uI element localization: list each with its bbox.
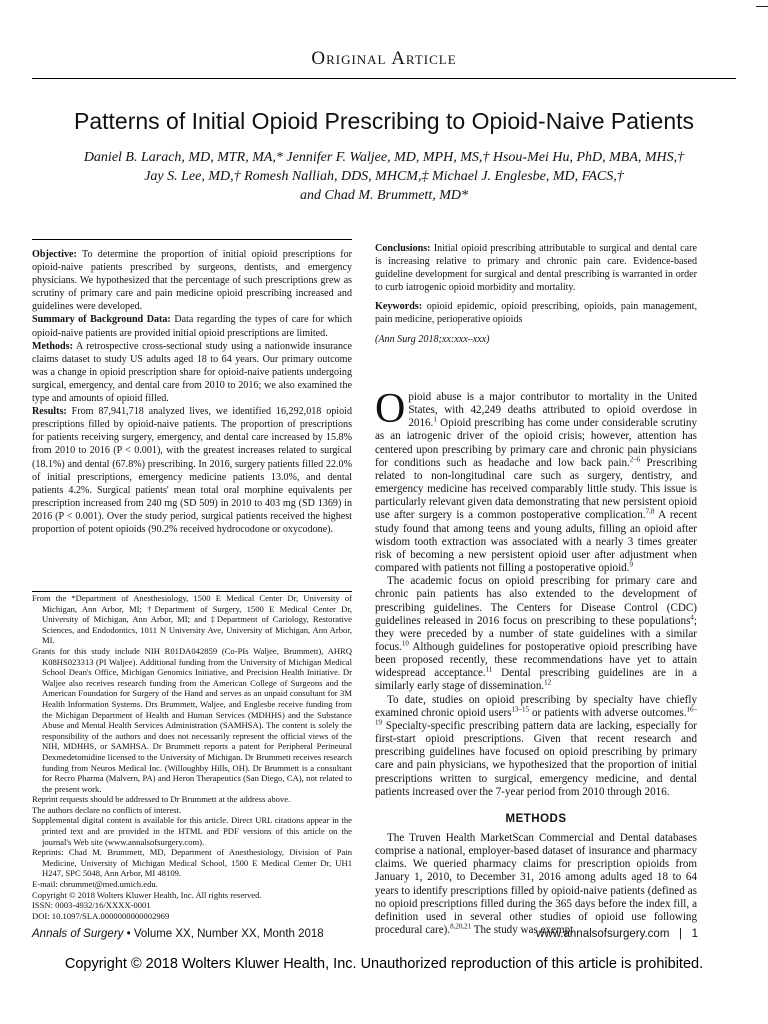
- abstract-left: [32, 248, 352, 536]
- objective-text: To determine the proportion of initial opioid prescriptions for opioid-naive patients prescribed by surgeons, dentists, and emergency physicians. We hypothesized that the percentage of such prescriptions grew as scrutiny of primary care and pain medicine opioid prescribing increased and guidelines were developed.: [32, 249, 353, 313]
- footnote: Grants for this study include NIH R01DA042859 (Co-PIs Waljee, Brummett), AHRQ K08HS023313 (PI Waljee). Additional funding from the University of Michigan Medical School Dean's Office, Michigan Genomics Initiative, and Precision Health Initiative. Dr Waljee also receives research funding from the American College of Surgeons and the American Foundation for Surgery of the Hand and serves as an unpaid consultant for 3M Health Information Systems. Drs Brummett, Waljee, and Englesbe receive funding from the Michigan Department of Health and Human Services (MDHHS) and the Substance Abuse and Mental Health Services Administration (SAMHSA). The content is solely the responsibility of the authors and does not necessarily represent the official views of the NIH, MDHHS, or SAMHSA. Dr Brummett reports a patent for Peripheral Perineural Dexmedetomidine licensed to the University of Michigan. Dr Brummett receives research funding from Neuros Medical Inc. (Willoughby Hills, OH). Dr Brummett is a consultant for Recro Pharma (Malvern, PA) and Heron Therapeutics (San Diego, CA), not related to the present work.: [32, 645, 352, 794]
- background-text: Data regarding the types of care for which opioid-naive patients are provided initial opioid prescriptions are limited.: [32, 314, 353, 339]
- footnote: Reprints: Chad M. Brummett, MD, Department of Anesthesiology, Division of Pain Medicine, University of Michigan Medical School, 1500 E Medical Center Dr, UH1 H247, SPC 5048, Ann Arbor, MI 48109.: [32, 847, 352, 879]
- footnote: From the *Department of Anesthesiology, 1500 E Medical Center Dr, University of Michigan, Ann Arbor, MI; †Department of Surgery, 1500 E Medical Center Dr, University of Michigan, Ann Arbor, MI; and ‡Department of Cariology, Restorative Sciences, and Endodontics, 1011 N University Ave, University of Michigan, Ann Arbor, MI.: [32, 593, 352, 646]
- header-rule: [32, 78, 736, 79]
- section-label: Original Article: [311, 48, 457, 69]
- abstract-keywords: [375, 300, 697, 326]
- authors-line: Daniel B. Larach, MD, MTR, MA,* Jennifer F. Waljee, MD, MPH, MS,† Hsou-Mei Hu, PhD, MBA, MHS,†: [83, 150, 685, 165]
- footnote: Reprint requests should be addressed to Dr Brummett at the address above.: [32, 794, 291, 805]
- body-text: The Truven Health MarketScan Commercial and Dental databases comprise a national, employer-based dataset of insurance and pharmacy claims. We queried pharmacy claims for prescription opioids from January 1, 2010, to December 31, 2016 among adults aged 18 to 64 years to identify prescriptions filled by opioid-naive patients (defined as no opioid prescriptions filled during the 365 days before the index fill, a definition used in several other studies of opioid use following procedural care).: [375, 832, 697, 937]
- abstract-rule: [32, 239, 352, 240]
- reference[interactable]: 8,20,21: [450, 922, 472, 931]
- methods-heading: METHODS: [505, 812, 567, 825]
- conclusions-label: Conclusions:: [375, 243, 431, 254]
- footnotes: [32, 593, 352, 921]
- abstract-objective: [32, 248, 352, 313]
- reference[interactable]: 13–15: [511, 705, 529, 714]
- background-label: Summary of Background Data:: [32, 314, 171, 326]
- keywords-label: Keywords:: [375, 301, 423, 313]
- footnote-rule: [32, 591, 352, 592]
- authors-line: and Chad M. Brummett, MD*: [300, 188, 468, 203]
- body-paragraph: [375, 694, 697, 799]
- article-title: Patterns of Initial Opioid Prescribing to Opioid-Naive Patients: [73, 108, 695, 134]
- body-text: Opioid prescribing has come under considerable scrutiny as an iatrogenic driver of the opioid crisis; however, attention has centered upon prescribing by primary care and chronic pain physicians for conditions such as headache and low back pain.: [375, 417, 697, 469]
- body-text: or patients with adverse outcomes.: [528, 706, 687, 719]
- reference[interactable]: 16–19: [375, 705, 697, 727]
- body-paragraph: [375, 386, 697, 575]
- abstract-background: [32, 313, 352, 339]
- body-text: A recent study found that among teens and young adults, filling an opioid after wisdom tooth extraction was associated with a nearly 3 times greater risk of becoming a new persistent opioid user after adjustment when compared with patients not filling a postoperative opioid.: [375, 509, 697, 575]
- body-text: The academic focus on opioid prescribing for primary care and chronic pain patients has also extended to the development of prescribing guidelines. The Centers for Disease Control (CDC) guidelines released in 2016 focus on prescribing to these populations: [375, 575, 697, 627]
- conclusions-text: Initial opioid prescribing attributable to surgical and dental care is increasing relative to primary and chronic pain care. Evidence-based guideline development for surgical and dental prescribing is warranted in order to curb iatrogenic opioid morbidity and mortality.: [375, 243, 697, 294]
- reference[interactable]: 9: [629, 560, 633, 569]
- body-paragraph: [375, 832, 697, 937]
- citation: (Ann Surg 2018;xx:xxx–xxx): [375, 333, 490, 345]
- abstract-right: [375, 242, 697, 352]
- reference[interactable]: 4: [690, 612, 694, 621]
- keywords-text: opioid epidemic, opioid prescribing, opioids, pain management, pain medicine, perioperative opioids: [375, 301, 697, 326]
- methods-label: Methods:: [32, 340, 73, 352]
- body-text: The study was exempt: [471, 924, 574, 937]
- body-text: Specialty-specific prescribing pattern data are lacking, especially for first-start opioid prescriptions. Given that recent research and prescribing guidelines have focused on opioid prescribing by primary care and pain physicians, we hypothesized that the proportion of initial prescriptions written to surgical, emergency medicine, and dental patients increased over the 7-year period from 2010 through 2016.: [375, 719, 697, 798]
- results-text: From 87,941,718 analyzed lives, we identified 16,292,018 opioid prescriptions filled by opioid-naive patients. The proportion of prescriptions for patients receiving surgery, emergency, and dental care increased by 15.8% from 2010 to 2016 (P < 0.001), with the greatest increases related to surgical (18.1%) and dental (67.8%) prescribing. In 2016, surgery patients filled 22.0% of initial prescriptions, emergency medicine patients 13.0%, and dental patients 4.2%. Surgical patients' mean total oral morphine equivalents per prescription increased from 240 mg (SD 509) in 2010 to 403 mg (SD 1369) in 2016 (P < 0.001). Over the study period, surgical patients received the highest proportion of potent opioids (90.2% received hydrocodone or oxycodone).: [32, 406, 352, 535]
- reference[interactable]: 10: [401, 639, 409, 648]
- reference[interactable]: 11: [485, 665, 493, 674]
- page-number: 1: [691, 928, 698, 940]
- footnote: Supplemental digital content is available for this article. Direct URL citations appear in the printed text and are provided in the HTML and PDF versions of this article on the journal's Web site (www.annalsofsurgery.com).: [32, 815, 352, 847]
- body-text: pioid abuse is a major contributor to mortality in the United States, with 42,249 deaths attributed to opioid overdose in 2016.: [408, 391, 697, 430]
- journal-name: Annals of Surgery: [32, 928, 124, 940]
- copyright-banner: Copyright © 2018 Wolters Kluwer Health, Inc. Unauthorized reproduction of this article is prohibited.: [64, 956, 704, 972]
- journal-issue: • Volume XX, Number XX, Month 2018: [123, 928, 324, 940]
- reference[interactable]: 7,8: [645, 507, 655, 516]
- footnote-email[interactable]: E-mail: cbrummet@med.umich.edu.: [32, 879, 158, 890]
- abstract-results: [32, 405, 352, 536]
- article-body: [375, 386, 697, 937]
- reference[interactable]: 1: [433, 415, 437, 424]
- body-text: ; they were preceded by a number of state guidelines with a similar focus.: [375, 614, 697, 653]
- body-text: Although guidelines for postoperative opioid prescribing have been proposed recently, these recommendations have yet to attain widespread acceptance.: [375, 640, 697, 680]
- footnote: Copyright © 2018 Wolters Kluwer Health, Inc. All rights reserved.: [32, 889, 262, 900]
- page-edge-marker: [756, 6, 768, 7]
- author-list: [40, 148, 728, 205]
- footnote-doi: DOI: 10.1097/SLA.0000000000002969: [32, 910, 170, 921]
- footnote: ISSN: 0003-4932/16/XXXX-0001: [32, 900, 151, 911]
- journal-website-link[interactable]: www.annalsofsurgery.com: [536, 928, 670, 940]
- results-label: Results:: [32, 406, 67, 418]
- reference[interactable]: 2–6: [629, 455, 641, 464]
- abstract-methods: [32, 340, 352, 405]
- body-text: Prescribing related to non-longitudinal care such as surgery, dentistry, and emergency medicine has received comparably little study. This issue is particularly relevant given data demonstrating that new persistent opioid use after surgery is a common postoperative complication.: [375, 456, 697, 522]
- drop-cap: O: [375, 386, 406, 432]
- body-text: To date, studies on opioid prescribing by specialty have chiefly examined chronic opioid users: [375, 693, 697, 719]
- methods-text: A retrospective cross-sectional study using a nationwide insurance claims dataset to study US adults aged 18 to 64 years. Our primary outcome was a change in opioid prescription share for opioid-naive patients undergoing surgical, emergency, and dental care from 2010 to 2016; we also examined the type and amounts of opioid filled.: [32, 340, 352, 405]
- footer-separator: |: [679, 928, 682, 940]
- page-footer-right: [536, 928, 698, 940]
- journal-footer: [32, 928, 324, 940]
- authors-line: Jay S. Lee, MD,† Romesh Nalliah, DDS, MHCM,‡ Michael J. Englesbe, MD, FACS,†: [144, 169, 624, 184]
- body-paragraph: [375, 575, 697, 693]
- objective-label: Objective:: [32, 249, 77, 260]
- footnote: The authors declare no conflicts of interest.: [32, 804, 182, 815]
- reference[interactable]: 12: [544, 678, 552, 687]
- body-text: Dental prescribing guidelines are in a similarly early stage of dissemination.: [375, 667, 697, 693]
- abstract-conclusions: [375, 242, 697, 294]
